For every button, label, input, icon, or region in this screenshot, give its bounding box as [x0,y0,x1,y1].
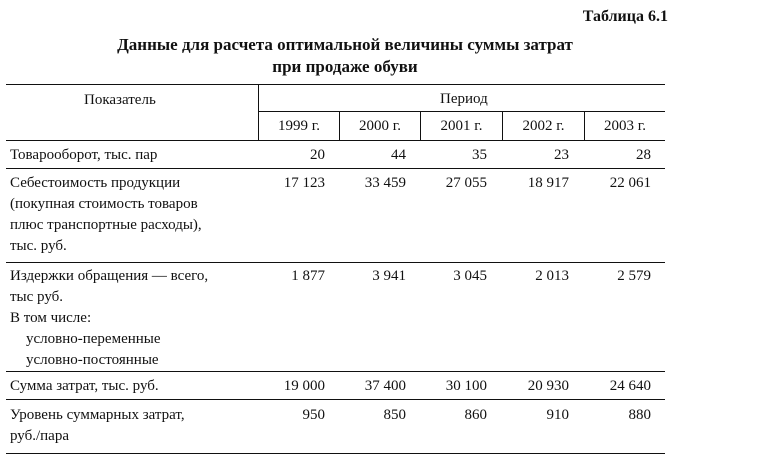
table-cell: 850 [383,407,406,423]
table-cell: 950 [302,407,325,423]
header-bottom-rule [6,140,665,141]
row-rule-2 [6,262,665,263]
table-cell: 2 579 [617,268,651,284]
header-year: 2003 г. [604,118,646,134]
row-label-cost-of-goods: тыс. руб. [10,238,67,254]
table-title-line-1: Данные для расчета оптимальной величины суммы затрат [117,35,573,54]
row-label-cost-of-goods: Себестоимость продукции [10,175,181,191]
table-cell: 24 640 [609,378,651,394]
table-cell: 19 000 [283,378,325,394]
table-number: Таблица 6.1 [582,8,668,25]
table-title-line-2: при продаже обуви [272,57,418,76]
table-cell: 880 [628,407,651,423]
table-cell: 3 941 [372,268,406,284]
row-label-distribution-costs: условно-постоянные [26,352,159,368]
row-label-cost-level: руб./пара [10,428,69,444]
header-period: Период [440,91,488,107]
row-label-distribution-costs: тыс руб. [10,289,64,305]
table-cell: 27 055 [445,175,487,191]
table-cell: 30 100 [445,378,487,394]
table-cell: 3 045 [453,268,487,284]
table-cell: 20 [310,147,325,163]
row-label-distribution-costs: В том числе: [10,310,92,326]
table-cell: 35 [472,147,487,163]
header-year: 2002 г. [522,118,565,134]
table-top-rule [6,84,665,85]
row-rule-3 [6,371,665,372]
header-indicator: Показатель [84,92,156,108]
table-cell: 1 877 [291,268,325,284]
table-cell: 17 123 [283,175,325,191]
row-rule-1 [6,168,665,169]
row-rule-4 [6,399,665,400]
row-label-total-costs: Сумма затрат, тыс. руб. [10,378,159,394]
table-cell: 33 459 [364,175,406,191]
table-cell: 44 [391,147,406,163]
period-rule [258,111,665,112]
table-bottom-rule [6,453,665,454]
table-cell: 2 013 [535,268,569,284]
row-label-distribution-costs: Издержки обращения — всего, [10,268,209,284]
table-cell: 37 400 [364,378,406,394]
table-cell: 910 [546,407,569,423]
table-cell: 22 061 [609,175,651,191]
row-label-cost-level: Уровень суммарных затрат, [10,407,185,423]
header-year: 2000 г. [359,118,401,134]
header-year: 1999 г. [278,118,320,134]
row-label-turnover: Товарооборот, тыс. пар [10,147,158,163]
row-label-cost-of-goods: (покупная стоимость товаров [10,196,198,212]
row-label-distribution-costs: условно-переменные [26,331,161,347]
table-cell: 18 917 [527,175,569,191]
table-cell: 860 [464,407,487,423]
header-year: 2001 г. [440,118,483,134]
table-cell: 20 930 [527,378,569,394]
table-cell: 23 [554,147,569,163]
table-title [0,34,690,78]
table-cell: 28 [636,147,651,163]
row-label-cost-of-goods: плюс транспортные расходы), [10,217,202,233]
